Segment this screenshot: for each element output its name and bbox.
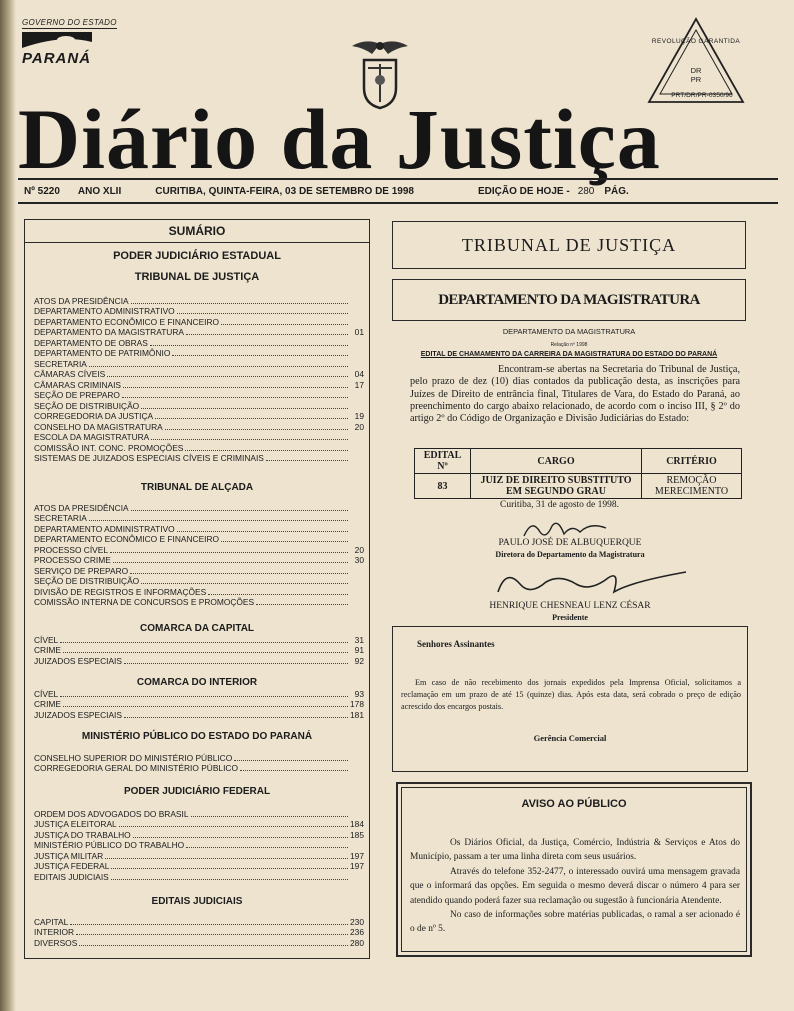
seal-code: PRT/DR/PR-0350/96 — [671, 92, 733, 99]
leader-dots — [122, 397, 348, 398]
parana-logo-icon — [22, 28, 94, 50]
signer2-name: HENRIQUE CHESNEAU LENZ CÉSAR — [489, 601, 651, 611]
summary-entry — [34, 634, 364, 645]
leader-dots — [105, 858, 348, 859]
summary-entry-page: 04 — [354, 369, 364, 379]
summary-entry — [34, 502, 364, 513]
summary-entry-label: SEÇÃO DE DISTRIBUIÇÃO — [34, 576, 140, 586]
leader-dots — [123, 387, 348, 388]
edital-title: EDITAL DE CHAMAMENTO DA CARREIRA DA MAGISTRATURA DO ESTADO DO PARANÁ — [420, 351, 718, 358]
summary-entry-page: 197 — [350, 861, 364, 871]
pages-label: PÁG. — [604, 185, 629, 197]
relation-number: Relação nº 1998 — [550, 342, 588, 348]
summary-entry-page: 181 — [350, 709, 364, 720]
dept-title: DEPARTAMENTO DA MAGISTRATURA — [392, 279, 746, 321]
summary-entry — [34, 421, 364, 432]
leader-dots — [63, 652, 348, 653]
summary-entry — [34, 576, 364, 587]
summary-entry-label: ATOS DA PRESIDÊNCIA — [34, 502, 129, 513]
summary-entry-label: MINISTÉRIO PÚBLICO DO TRABALHO — [34, 840, 185, 850]
leader-dots — [221, 324, 348, 325]
judiciary-title: PODER JUDICIÁRIO ESTADUAL — [113, 250, 281, 262]
summary-entry — [34, 937, 364, 948]
masthead-title: Diário da Justiça — [18, 91, 661, 187]
summary-entry — [34, 699, 364, 710]
section-title: COMARCA DA CAPITAL — [139, 623, 255, 634]
signature-cesar-icon — [490, 562, 690, 602]
leader-dots — [111, 868, 348, 869]
summary-entry — [34, 295, 364, 306]
summary-entry-label: DEPARTAMENTO DE PATRIMÔNIO — [34, 348, 171, 358]
positions-table — [414, 448, 742, 499]
summary-entry-label: CÍVEL — [34, 688, 59, 699]
summary-title: SUMÁRIO — [25, 220, 369, 243]
issue-info-bar — [18, 178, 778, 204]
summary-entry-label: JUIZADOS ESPECIAIS — [34, 709, 122, 720]
summary-entry — [34, 752, 364, 763]
edition-pages: 280 — [577, 185, 595, 197]
summary-panel — [24, 219, 370, 959]
summary-entry — [34, 513, 364, 524]
leader-dots — [141, 408, 348, 409]
leader-dots — [60, 642, 348, 643]
summary-entry — [34, 645, 364, 656]
summary-list-federal — [34, 808, 364, 882]
summary-list-interior — [34, 688, 364, 720]
summary-entry-label: CORREGEDORIA GERAL DO MINISTÉRIO PÚBLICO — [34, 763, 238, 773]
notice-paragraph: No caso de informações sobre matérias publicadas, o ramal a ser acionado é o de nº 5. — [410, 910, 740, 935]
tribunal-title: TRIBUNAL DE JUSTIÇA — [392, 221, 746, 269]
summary-entry-page: 30 — [354, 555, 364, 565]
notice-paragraph: Os Diários Oficial, da Justiça, Comércio, Indústria & Serviços e Atos do Município, passam a ter uma linha direta com seus usuários. — [410, 838, 740, 863]
gov-label: GOVERNO DO ESTADO — [22, 18, 117, 27]
summary-entry-label: DIVISÃO DE REGISTROS E INFORMAÇÕES — [34, 586, 207, 597]
page-binding-edge — [0, 0, 16, 1011]
summary-entry — [34, 819, 364, 830]
summary-entry-page: 01 — [354, 327, 364, 337]
leader-dots — [133, 837, 348, 838]
summary-entry — [34, 327, 364, 338]
summary-entry — [34, 369, 364, 380]
edital-body: Encontram-se abertas na Secretaria do Tribunal de Justiça, pelo prazo de dez (10) dias contados da publicação desta, as inscrições para Juízes de Direito de entrância final, Titulares de Vara, do Estado do Paraná, ao preenchimento do cargo abaixo relacionado, de acordo com o inciso III, § 2º do artigo 2º do Código de Organização e Divisão Judiciárias do Estado: — [410, 364, 740, 425]
summary-entry-label: JUSTIÇA ELEITORAL — [34, 819, 117, 829]
summary-list-ta — [34, 502, 364, 607]
table-header-row — [415, 449, 742, 474]
summary-entry-page: 280 — [350, 937, 364, 948]
summary-entry-label: CONSELHO DA MAGISTRATURA — [34, 421, 163, 432]
summary-entry-label: JUSTIÇA FEDERAL — [34, 861, 110, 871]
summary-entry — [34, 534, 364, 545]
summary-entry — [34, 586, 364, 597]
summary-entry-label: SISTEMAS DE JUIZADOS ESPECIAIS CÍVEIS E CRIMINAIS — [34, 453, 264, 463]
signer1-role: Diretora do Departamento da Magistratura — [495, 550, 645, 559]
seal-ring-text: REVOLUÇÃO GARANTIDA — [651, 38, 741, 45]
col-cargo: CARGO — [471, 449, 642, 474]
subscribers-greeting: Senhores Assinantes — [417, 639, 495, 649]
summary-entry — [34, 544, 364, 555]
summary-entry — [34, 379, 364, 390]
leader-dots — [131, 510, 348, 511]
summary-entry-page: 20 — [354, 421, 364, 432]
summary-entry-label: PROCESSO CRIME — [34, 555, 111, 565]
leader-dots — [141, 583, 348, 584]
summary-entry-label: INTERIOR — [34, 927, 75, 937]
summary-list-mp — [34, 752, 364, 773]
summary-entry — [34, 709, 364, 720]
summary-entry — [34, 763, 364, 774]
leader-dots — [60, 696, 348, 697]
summary-entry — [34, 840, 364, 851]
summary-entry-label: SERVIÇO DE PREPARO — [34, 565, 129, 576]
summary-entry-label: CÍVEL — [34, 634, 59, 645]
leader-dots — [186, 334, 348, 335]
cell-edital: 83 — [415, 474, 471, 499]
summary-entry-label: SECRETARIA — [34, 513, 87, 523]
leader-dots — [110, 552, 348, 553]
leader-dots — [79, 945, 348, 946]
summary-list-editais — [34, 916, 364, 948]
summary-entry-label: CAPITAL — [34, 916, 69, 927]
leader-dots — [172, 355, 348, 356]
summary-entry — [34, 655, 364, 666]
summary-entry-page: 92 — [354, 655, 364, 666]
subscribers-body: Em caso de não recebimento dos jornais expedidos pela Imprensa Oficial, solicitamos a reclamação em um prazo de até 15 (quinze) dias. Após esta data, será cobrado o preço de edição acrescido dos encargos postais. — [401, 678, 741, 711]
dept-subtitle: DEPARTAMENTO DA MAGISTRATURA — [502, 327, 636, 336]
leader-dots — [221, 541, 348, 542]
summary-entry-page: 19 — [354, 411, 364, 421]
summary-entry-label: CRIME — [34, 645, 61, 655]
leader-dots — [89, 520, 348, 521]
summary-entry — [34, 306, 364, 317]
notice-paragraph: Através do telefone 352-2477, o interessado ouvirá uma mensagem gravada que o informará das opções. Em seguida o mesmo deverá discar o número 4 para ser atendido quando poderá fazer sua reclamação ou sugestão à funcionária Atendente. — [410, 866, 740, 906]
summary-entry — [34, 390, 364, 401]
summary-entry-label: ATOS DA PRESIDÊNCIA — [34, 295, 129, 306]
summary-entry — [34, 358, 364, 369]
summary-entry-page: 93 — [354, 688, 364, 699]
cell-criterio: REMOÇÃO MERECIMENTO — [642, 474, 742, 499]
section-title: MINISTÉRIO PÚBLICO DO ESTADO DO PARANÁ — [81, 731, 313, 742]
leader-dots — [131, 303, 348, 304]
summary-entry-label: EDITAIS JUDICIAIS — [34, 871, 109, 882]
summary-entry-label: ESCOLA DA MAGISTRATURA — [34, 432, 150, 442]
summary-entry-page: 230 — [350, 916, 364, 927]
summary-list-capital — [34, 634, 364, 666]
summary-entry-page: 185 — [350, 829, 364, 840]
summary-entry-label: JUSTIÇA MILITAR — [34, 850, 104, 861]
summary-entry-label: DEPARTAMENTO ECONÔMICO E FINANCEIRO — [34, 534, 220, 544]
edition-label: EDIÇÃO DE HOJE - — [478, 185, 570, 197]
summary-entry-page: 20 — [354, 544, 364, 555]
leader-dots — [76, 934, 348, 935]
section-title: TRIBUNAL DE JUSTIÇA — [134, 271, 260, 283]
table-row — [415, 474, 742, 499]
summary-entry-label: CÂMARAS CÍVEIS — [34, 369, 106, 379]
notice-title: AVISO AO PÚBLICO — [521, 798, 627, 810]
signer1-name: PAULO JOSÉ DE ALBUQUERQUE — [498, 538, 642, 548]
summary-entry — [34, 927, 364, 938]
leader-dots — [111, 879, 348, 880]
summary-entry-label: JUIZADOS ESPECIAIS — [34, 655, 122, 666]
public-notice — [396, 782, 752, 957]
summary-entry-label: SEÇÃO DE PREPARO — [34, 390, 120, 400]
summary-entry-label: DEPARTAMENTO ADMINISTRATIVO — [34, 306, 175, 316]
summary-entry-label: DEPARTAMENTO DA MAGISTRATURA — [34, 327, 184, 337]
summary-entry-label: ORDEM DOS ADVOGADOS DO BRASIL — [34, 808, 189, 819]
issue-year: ANO XLII — [77, 185, 122, 197]
summary-entry — [34, 400, 364, 411]
leader-dots — [177, 313, 348, 314]
leader-dots — [185, 450, 348, 451]
summary-entry — [34, 829, 364, 840]
gov-state-name: PARANÁ — [22, 50, 92, 67]
col-criterio: CRITÉRIO — [642, 449, 742, 474]
summary-entry-label: DEPARTAMENTO ADMINISTRATIVO — [34, 523, 175, 534]
summary-entry-label: DEPARTAMENTO ECONÔMICO E FINANCEIRO — [34, 316, 220, 327]
leader-dots — [124, 717, 348, 718]
issue-number: Nº 5220 — [24, 185, 60, 197]
leader-dots — [130, 573, 348, 574]
section-title: PODER JUDICIÁRIO FEDERAL — [123, 786, 271, 797]
leader-dots — [107, 376, 348, 377]
summary-entry-label: SEÇÃO DE DISTRIBUIÇÃO — [34, 400, 140, 411]
summary-entry — [34, 597, 364, 608]
summary-entry — [34, 688, 364, 699]
summary-entry — [34, 555, 364, 566]
section-title: EDITAIS JUDICIAIS — [151, 896, 243, 907]
summary-entry — [34, 808, 364, 819]
leader-dots — [266, 460, 348, 461]
summary-entry — [34, 453, 364, 464]
notice-body — [410, 836, 740, 937]
summary-entry-label: JUSTIÇA DO TRABALHO — [34, 829, 131, 840]
leader-dots — [155, 418, 348, 419]
summary-entry-page: 184 — [350, 819, 364, 829]
summary-entry-label: SECRETARIA — [34, 358, 87, 369]
leader-dots — [89, 366, 348, 367]
summary-entry-page: 178 — [350, 699, 364, 709]
summary-entry-page: 236 — [350, 927, 364, 937]
section-title: COMARCA DO INTERIOR — [136, 677, 258, 688]
leader-dots — [124, 663, 348, 664]
summary-entry-page: 91 — [354, 645, 364, 655]
summary-entry-label: CONSELHO SUPERIOR DO MINISTÉRIO PÚBLICO — [34, 752, 233, 763]
summary-list-tj — [34, 295, 364, 463]
summary-entry-label: PROCESSO CÍVEL — [34, 544, 109, 555]
summary-entry — [34, 861, 364, 872]
leader-dots — [70, 924, 348, 925]
leader-dots — [186, 847, 348, 848]
summary-entry — [34, 432, 364, 443]
leader-dots — [151, 439, 348, 440]
summary-entry — [34, 316, 364, 327]
summary-entry — [34, 916, 364, 927]
summary-entry-label: CRIME — [34, 699, 61, 709]
leader-dots — [119, 826, 348, 827]
summary-entry — [34, 337, 364, 348]
leader-dots — [113, 562, 348, 563]
leader-dots — [191, 816, 348, 817]
subscribers-notice — [392, 626, 748, 772]
col-edital: EDITAL Nº — [415, 449, 471, 474]
summary-entry — [34, 411, 364, 422]
summary-entry-label: CÂMARAS CRIMINAIS — [34, 379, 122, 390]
leader-dots — [63, 706, 348, 707]
subscribers-signature: Gerência Comercial — [533, 733, 607, 743]
leader-dots — [256, 604, 348, 605]
summary-entry-page: 31 — [354, 634, 364, 645]
section-title: TRIBUNAL DE ALÇADA — [140, 482, 254, 493]
summary-entry — [34, 523, 364, 534]
summary-entry — [34, 871, 364, 882]
leader-dots — [177, 531, 348, 532]
leader-dots — [208, 594, 348, 595]
summary-entry-label: CORREGEDORIA DA JUSTIÇA — [34, 411, 154, 421]
leader-dots — [240, 770, 348, 771]
summary-entry-label: DIVERSOS — [34, 937, 78, 948]
cell-cargo: JUIZ DE DIREITO SUBSTITUTO EM SEGUNDO GRAU — [471, 474, 642, 499]
date-line: Curitiba, 31 de agosto de 1998. — [500, 500, 619, 510]
summary-entry-page: 17 — [354, 379, 364, 390]
summary-entry — [34, 850, 364, 861]
summary-entry-page: 197 — [350, 850, 364, 861]
summary-entry-label: DEPARTAMENTO DE OBRAS — [34, 337, 148, 348]
seal-center-text: DR PR — [690, 66, 702, 84]
leader-dots — [165, 429, 348, 430]
summary-entry — [34, 442, 364, 453]
leader-dots — [234, 760, 348, 761]
summary-entry-label: COMISSÃO INTERNA DE CONCURSOS E PROMOÇÕES — [34, 597, 255, 607]
leader-dots — [150, 345, 348, 346]
summary-entry — [34, 565, 364, 576]
summary-entry — [34, 348, 364, 359]
summary-entry-label: COMISSÃO INT. CONC. PROMOÇÕES — [34, 442, 184, 453]
issue-date: CURITIBA, QUINTA-FEIRA, 03 DE SETEMBRO DE 1998 — [155, 185, 414, 197]
signer2-role: Presidente — [552, 613, 588, 622]
